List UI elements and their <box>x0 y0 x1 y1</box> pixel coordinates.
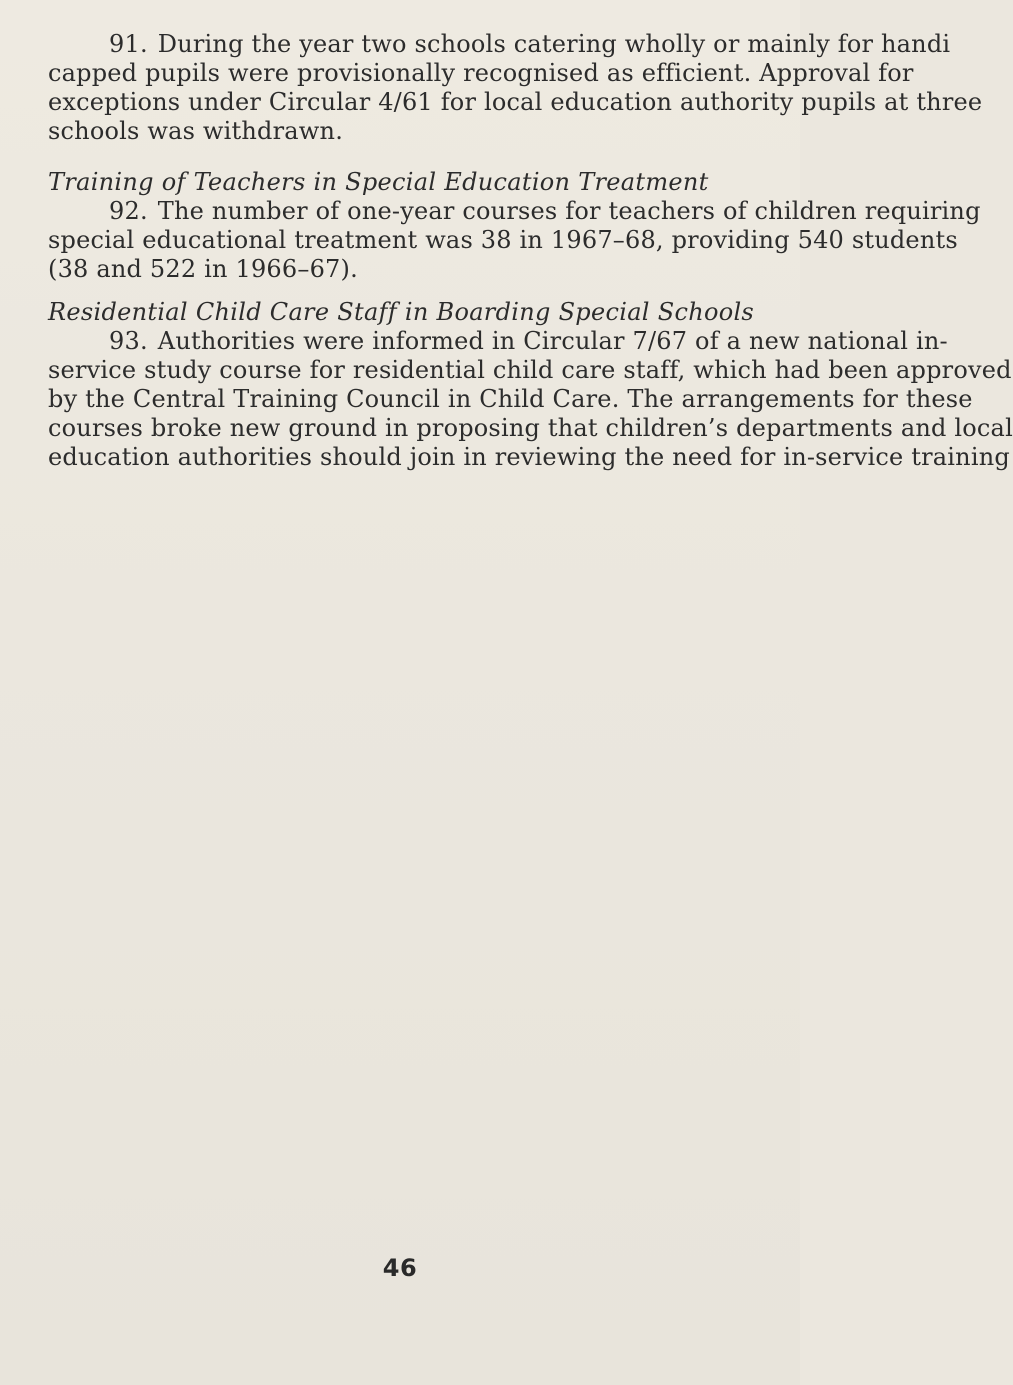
paragraph-92-line-1 <box>48 197 981 226</box>
paragraph-91-text-1: During the year two schools catering wholly or mainly for handi <box>157 30 951 58</box>
paragraph-number-92: 92. <box>109 197 148 225</box>
paragraph-91-line-1 <box>48 30 951 59</box>
paragraph-93-line-2: service study course for residential child care staff, which had been approved <box>48 356 1012 384</box>
paragraph-93-line-4: courses broke new ground in proposing that children’s departments and local <box>48 414 1013 442</box>
paragraph-91-line-3: exceptions under Circular 4/61 for local education authority pupils at three <box>48 88 983 116</box>
paragraph-91-line-2: capped pupils were provisionally recognised as efficient. Approval for <box>48 59 914 87</box>
paragraph-93 <box>48 327 1013 472</box>
paragraph-number-91: 91. <box>109 30 148 58</box>
paragraph-92-text-1: The number of one-year courses for teachers of children requiring <box>157 197 981 225</box>
paragraph-93-line-1 <box>48 327 948 356</box>
page-number: 46 <box>382 1254 418 1282</box>
paragraph-92-line-2: special educational treatment was 38 in 1967–68, providing 540 students <box>48 226 958 254</box>
paragraph-92 <box>48 197 981 284</box>
paragraph-93-line-3: by the Central Training Council in Child Care. The arrangements for these <box>48 385 973 413</box>
section-heading-residential: Residential Child Care Staff in Boarding Special Schools <box>48 298 755 326</box>
paragraph-number-93: 93. <box>109 327 148 355</box>
paragraph-93-line-5: education authorities should join in reviewing the need for in-service training <box>48 443 1010 471</box>
paragraph-93-text-1: Authorities were informed in Circular 7/67 of a new national in- <box>157 327 948 355</box>
paragraph-92-line-3: (38 and 522 in 1966–67). <box>48 255 358 283</box>
section-heading-training: Training of Teachers in Special Education Treatment <box>48 168 709 196</box>
body-text <box>48 30 1013 472</box>
paragraph-91 <box>48 30 983 146</box>
paragraph-91-line-4: schools was withdrawn. <box>48 117 344 145</box>
